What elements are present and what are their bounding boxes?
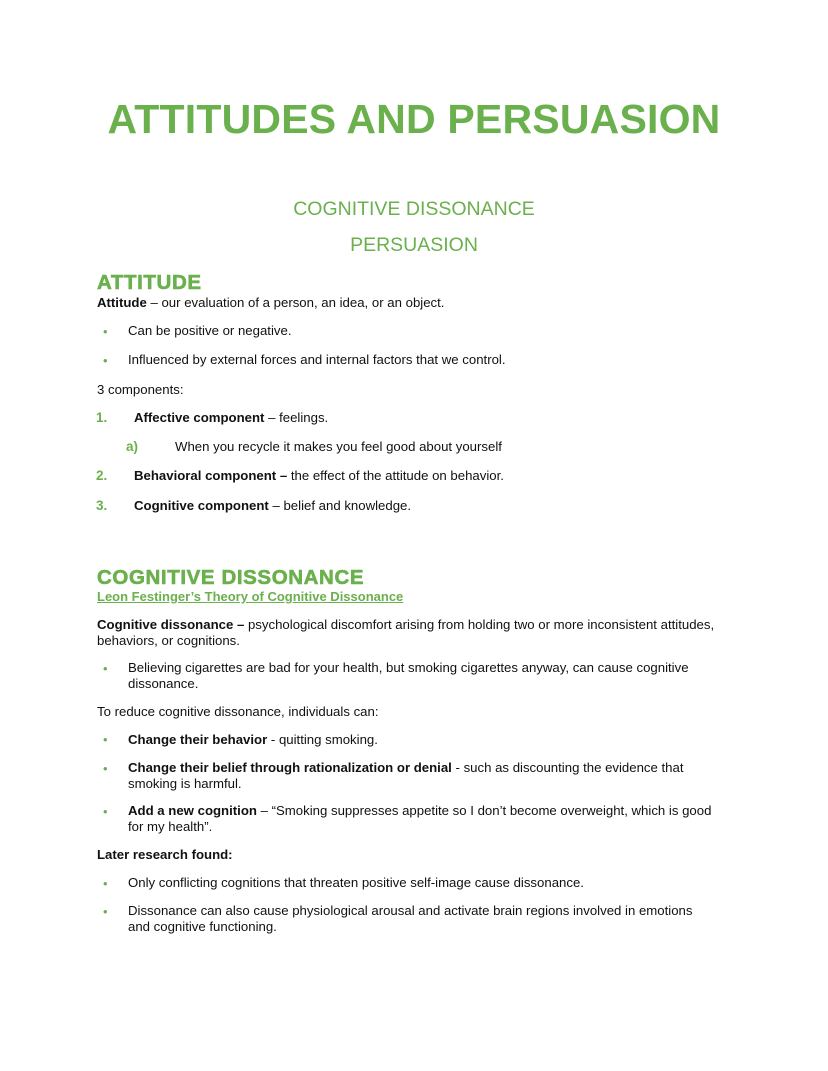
components-intro: 3 components: xyxy=(97,382,184,397)
component-term: Behavioral component – xyxy=(134,468,288,483)
definition-term: Cognitive dissonance – xyxy=(97,617,245,632)
strategy-text: – “Smoking suppresses appetite so I don’t become overweight, which is good xyxy=(256,803,712,818)
list-item xyxy=(134,410,328,426)
strategy-term: Add a new cognition xyxy=(128,803,257,818)
list-item xyxy=(128,732,378,748)
definition-term: Attitude xyxy=(97,295,147,310)
list-item: Dissonance can also cause physiological arousal and activate brain regions involved in emotions xyxy=(128,903,693,918)
list-item: Influenced by external forces and internal factors that we control. xyxy=(128,352,506,367)
strategy-term: Change their behavior xyxy=(128,732,268,747)
bullet-dot: • xyxy=(103,876,108,891)
list-item xyxy=(128,803,711,819)
dissonance-definition-line2: behaviors, or cognitions. xyxy=(97,633,240,648)
section-heading-attitude: ATTITUDE xyxy=(97,271,202,294)
component-text: – feelings. xyxy=(264,410,329,425)
list-number: 3. xyxy=(96,498,108,513)
later-research-heading: Later research found: xyxy=(97,847,233,862)
list-item: Only conflicting cognitions that threaten positive self-image cause dissonance. xyxy=(128,875,584,890)
strategy-term: Change their belief through rationalization or denial xyxy=(128,760,452,775)
component-text: the effect of the attitude on behavior. xyxy=(287,468,504,483)
toc-item-cognitive-dissonance[interactable]: COGNITIVE DISSONANCE xyxy=(293,198,535,220)
list-item xyxy=(128,760,684,776)
component-text: – belief and knowledge. xyxy=(268,498,412,513)
bullet-dot: • xyxy=(103,732,108,747)
component-term: Affective component xyxy=(134,410,265,425)
bullet-dot: • xyxy=(103,904,108,919)
list-number: 1. xyxy=(96,410,108,425)
page-title: ATTITUDES AND PERSUASION xyxy=(107,96,721,142)
toc-item-persuasion[interactable]: PERSUASION xyxy=(350,234,478,256)
list-item-line2: smoking is harmful. xyxy=(128,776,242,791)
definition-text: – our evaluation of a person, an idea, or an object. xyxy=(146,295,445,310)
definition-text: psychological discomfort arising from holding two or more inconsistent attitudes, xyxy=(244,617,715,632)
list-item-line2: and cognitive functioning. xyxy=(128,919,277,934)
strategy-text: - quitting smoking. xyxy=(267,732,378,747)
list-item xyxy=(134,498,411,514)
sub-list-label: a) xyxy=(126,439,139,454)
section-heading-cognitive-dissonance: COGNITIVE DISSONANCE xyxy=(97,566,365,589)
dissonance-definition xyxy=(97,617,714,633)
strategy-text: - such as discounting the evidence that xyxy=(451,760,684,775)
bullet-dot: • xyxy=(103,353,108,368)
bullet-dot: • xyxy=(103,804,108,819)
list-item-line2: dissonance. xyxy=(128,676,199,691)
list-item xyxy=(134,468,504,484)
sub-list-item: When you recycle it makes you feel good about yourself xyxy=(175,439,502,454)
bullet-dot: • xyxy=(103,761,108,776)
bullet-dot: • xyxy=(103,324,108,339)
bullet-dot: • xyxy=(103,661,108,676)
attitude-definition xyxy=(97,295,444,311)
list-item: Believing cigarettes are bad for your health, but smoking cigarettes anyway, can cause cognitive xyxy=(128,660,689,675)
component-term: Cognitive component xyxy=(134,498,269,513)
list-item: Can be positive or negative. xyxy=(128,323,292,338)
reduce-intro: To reduce cognitive dissonance, individuals can: xyxy=(97,704,379,719)
list-number: 2. xyxy=(96,468,108,483)
theory-link[interactable]: Leon Festinger’s Theory of Cognitive Dissonance xyxy=(97,589,404,604)
list-item-line2: for my health”. xyxy=(128,819,213,834)
